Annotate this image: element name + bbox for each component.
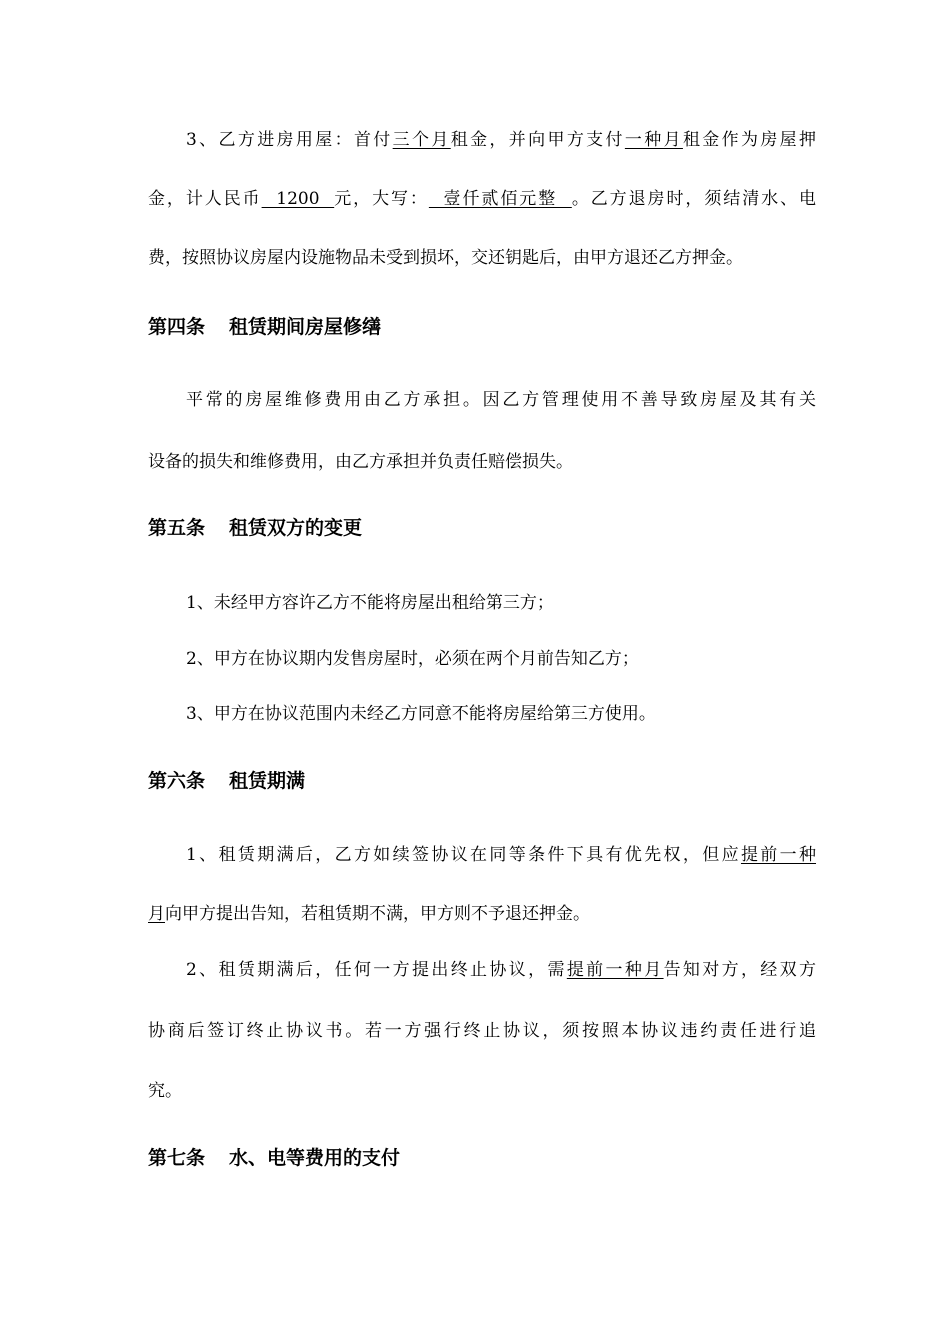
article-number: 第五条: [148, 517, 206, 539]
paragraph-line: 协商后签订终止协议书。若一方强行终止协议，须按照本协议违约责任进行追: [148, 1021, 816, 1041]
article-title: 租赁期间房屋修缮: [229, 316, 382, 338]
article-heading: [148, 515, 362, 541]
article-number: 第七条: [148, 1147, 206, 1169]
article-title: 租赁期满: [229, 770, 306, 792]
text-run: 。乙方退房时，须结清水、电: [571, 189, 816, 209]
article-title: 租赁双方的变更: [229, 517, 363, 539]
paragraph-line: [148, 902, 816, 926]
text-run: 2、租赁期满后，任何一方提出终止协议，需: [186, 960, 567, 980]
list-item: 2、甲方在协议期内发售房屋时，必须在两个月前告知乙方；: [186, 649, 639, 669]
article-heading: [148, 1145, 400, 1171]
text-run: 租金，并向甲方支付: [450, 130, 625, 150]
text-run: 1、租赁期满后，乙方如续签协议在同等条件下具有优先权，但应: [186, 845, 741, 865]
text-run: 3、乙方进房用屋：首付: [186, 130, 393, 150]
paragraph-line: [186, 843, 816, 867]
amount-blank: 1200: [261, 189, 335, 209]
filled-blank: 月: [148, 904, 165, 924]
paragraph-line: 设备的损失和维修费用，由乙方承担并负责任赔偿损失。: [148, 452, 573, 472]
amount-words-blank: 壹仟贰佰元整: [428, 189, 572, 209]
article-number: 第六条: [148, 770, 206, 792]
filled-blank: 提前一种月: [566, 960, 664, 980]
text-run: 元，大写：: [334, 189, 429, 209]
deposit-line-1: [186, 128, 816, 152]
article-heading: [148, 768, 305, 794]
article-heading: [148, 314, 381, 340]
article-number: 第四条: [148, 316, 206, 338]
paragraph-line: 平常的房屋维修费用由乙方承担。因乙方管理使用不善导致房屋及其有关: [186, 390, 816, 410]
paragraph-line: [186, 958, 816, 982]
filled-blank: 三个月: [392, 130, 451, 150]
list-item: 3、甲方在协议范围内未经乙方同意不能将房屋给第三方使用。: [186, 704, 656, 724]
paragraph-line: 究。: [148, 1081, 182, 1101]
deposit-line-2: [148, 187, 816, 211]
deposit-line-3: 费，按照协议房屋内设施物品未受到损坏，交还钥匙后，由甲方退还乙方押金。: [148, 248, 743, 268]
text-run: 向甲方提出告知，若租赁期不满，甲方则不予退还押金。: [165, 904, 590, 924]
text-run: 金，计人民币: [148, 189, 262, 209]
filled-blank: 一种月: [624, 130, 683, 150]
list-item: 1、未经甲方容许乙方不能将房屋出租给第三方；: [186, 593, 554, 613]
text-run: 租金作为房屋押: [682, 130, 817, 150]
filled-blank: 提前一种: [740, 845, 817, 865]
text-run: 告知对方，经双方: [663, 960, 817, 980]
article-title: 水、电等费用的支付: [229, 1147, 401, 1169]
